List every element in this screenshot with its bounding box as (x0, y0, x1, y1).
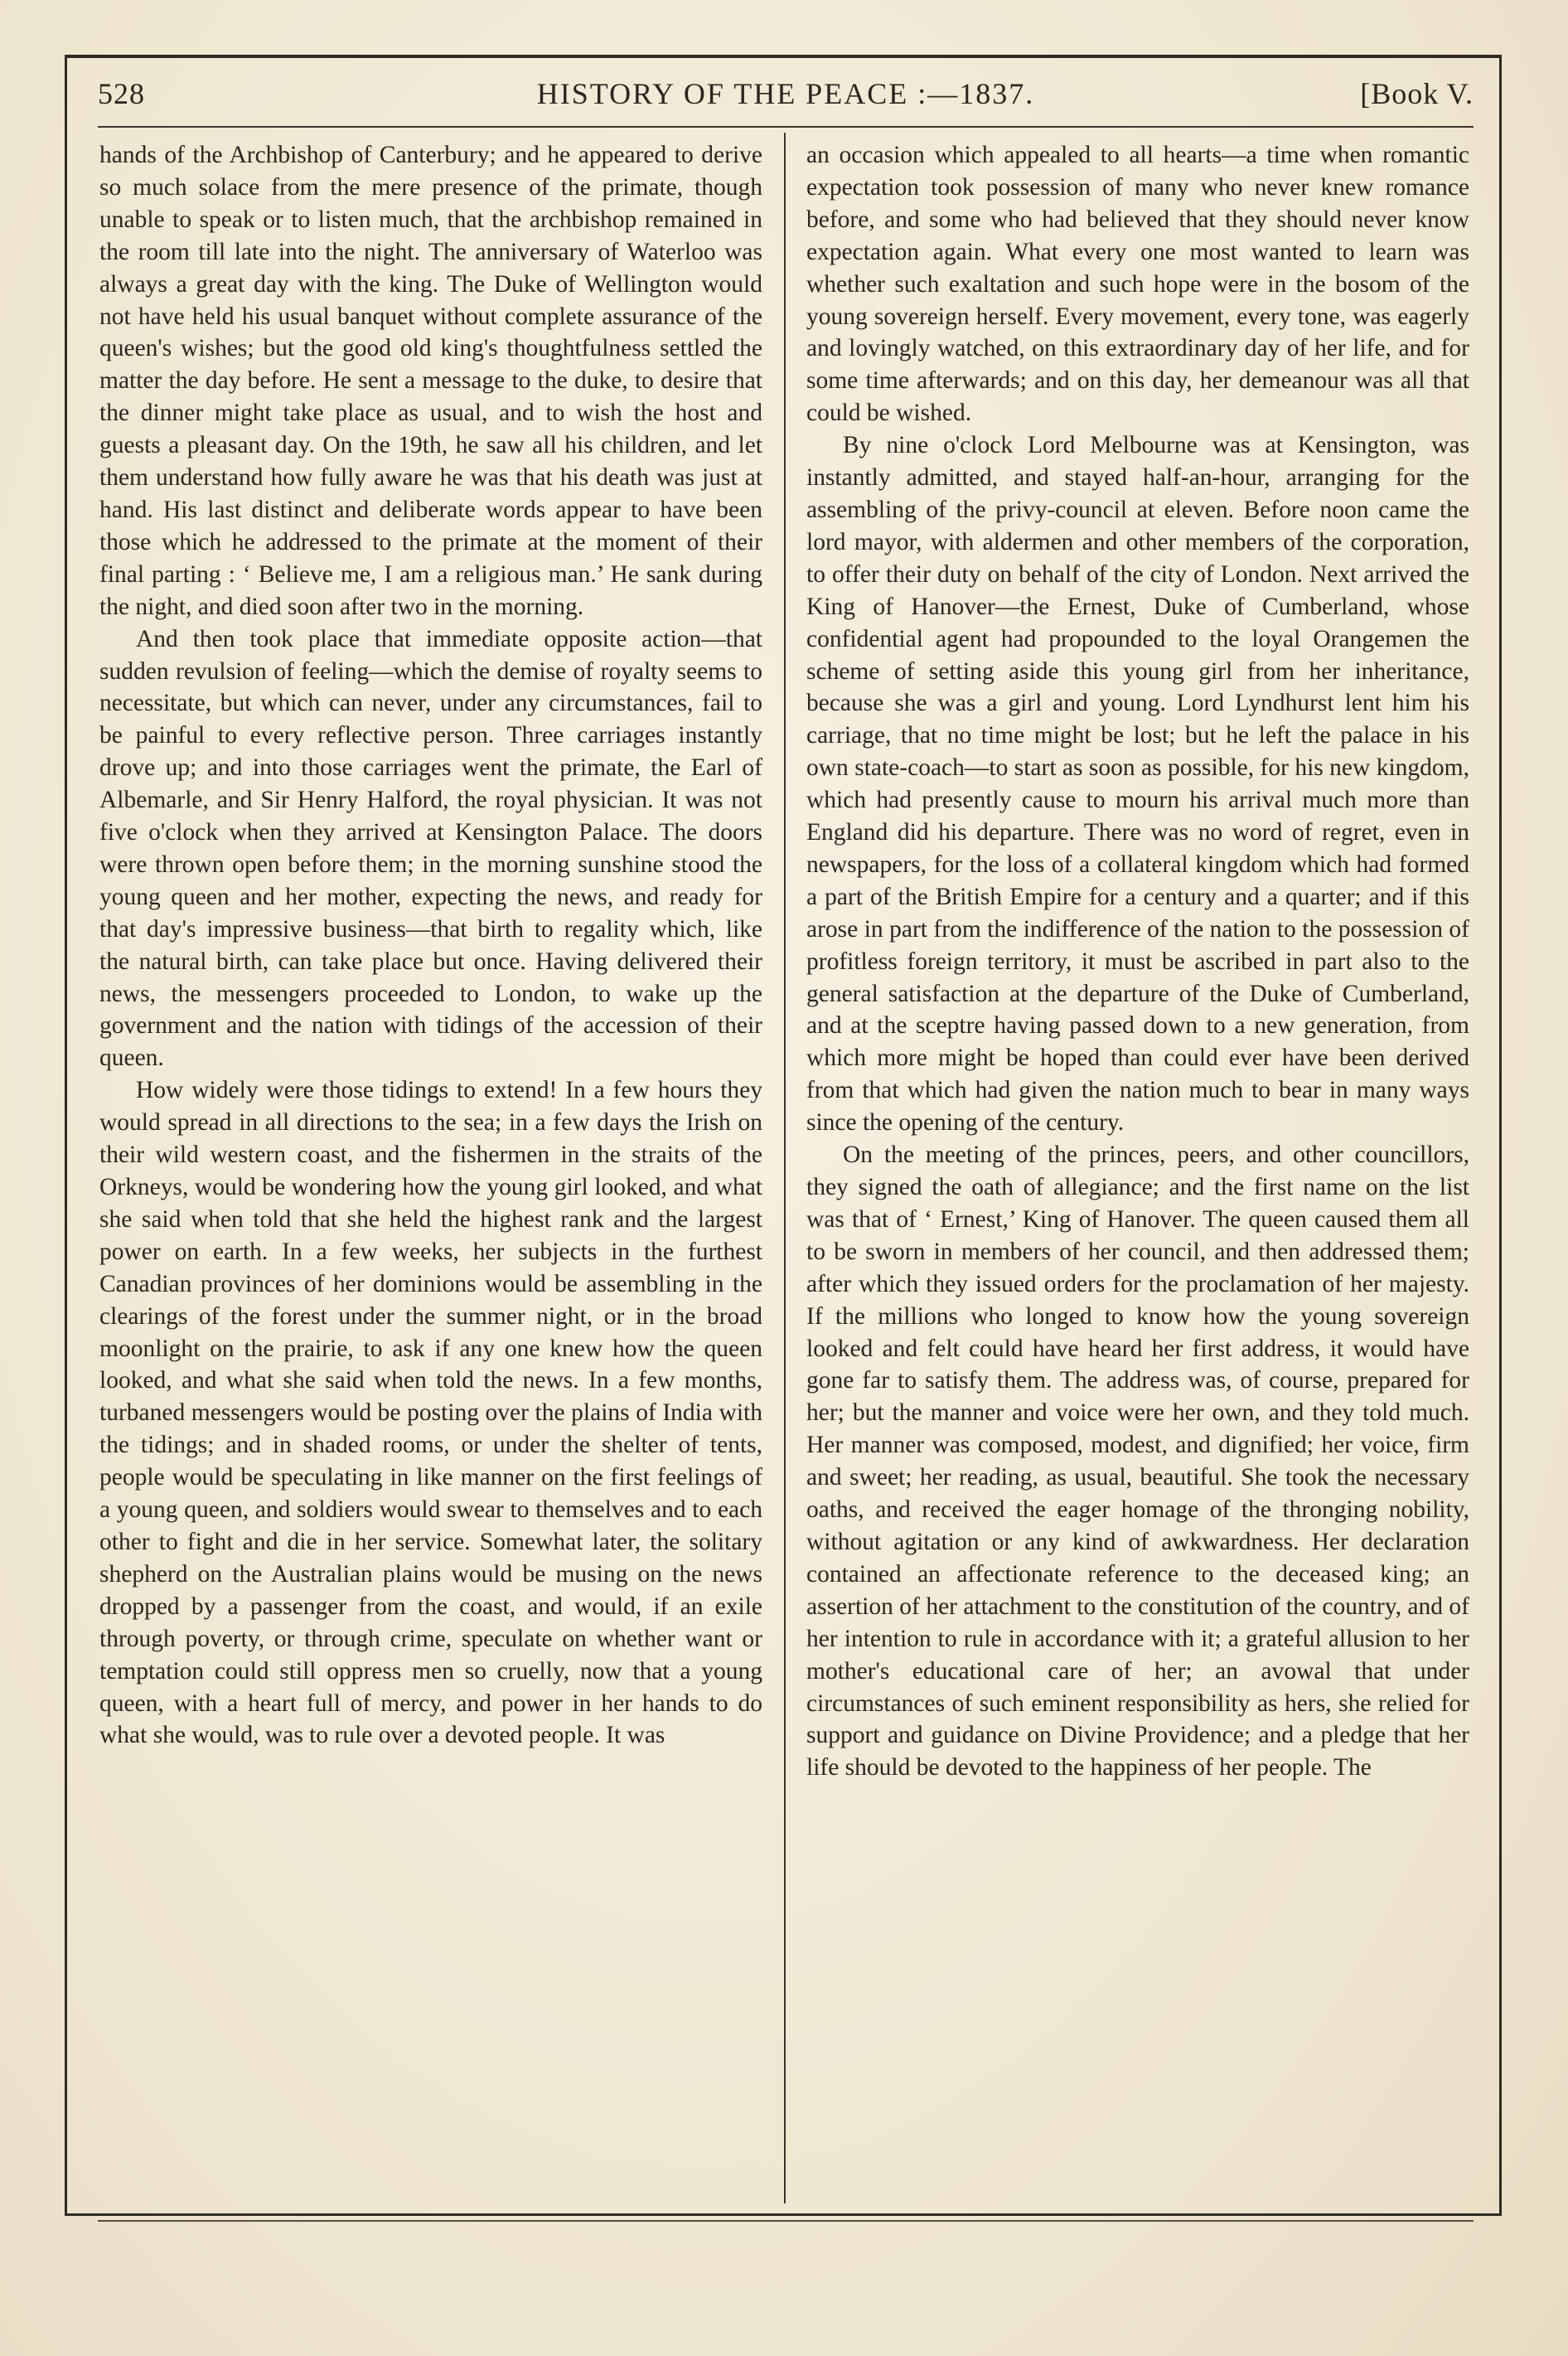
page-border-right (1499, 55, 1502, 2215)
paragraph: By nine o'clock Lord Melbourne was at Kensington, was instantly admitted, and stayed half-an-hour, arranging for the assembling of the privy-council at eleven. Before noon came the lord mayor, with aldermen and other members of the corporation, to offer their duty on behalf of the city of London. Next arrived the King of Hanover—the Ernest, Duke of Cumberland, whose confidential agent had propounded to the loyal Orangemen the scheme of setting aside this young girl from her inheritance, because she was a girl and young. Lord Lyndhurst lent him his carriage, that no time might be lost; but he left the palace in his own state-coach—to start as soon as possible, for his new kingdom, which had presently cause to mourn his arrival much more than England did his departure. There was no word of regret, even in newspapers, for the loss of a collateral kingdom which had formed a part of the British Empire for a century and a quarter; and if this arose in part from the indifference of the nation to the possession of profitless foreign territory, it must be ascribed in part also to the general satisfaction at the departure of the Duke of Cumberland, and at the sceptre having passed down to a new generation, from which more might be hoped than could ever have been derived from that which had given the nation much to bear in many ways since the opening of the century. (806, 432, 1469, 1137)
running-header (98, 76, 1474, 121)
paragraph: And then took place that immediate opposite action—that sudden revulsion of feeling—which the demise of royalty seems to necessitate, but which can never, under any circumstances, fail to be painful to every reflective person. Three carriages instantly drove up; and into those carriages went the primate, the Earl of Albemarle, and Sir Henry Halford, the royal physician. It was not five o'clock when they arrived at Kensington Palace. The doors were thrown open before them; in the morning sunshine stood the young queen and her mother, expecting the news, and ready for that day's impressive business—that birth to regality which, like the natural birth, can take place but once. Having delivered their news, the messengers proceeded to London, to wake up the government and the nation with tidings of the accession of their queen. (99, 625, 762, 1072)
book-label: [Book V. (1360, 77, 1474, 110)
paragraph: an occasion which appealed to all hearts—a time when romantic expectation took possession of many who never knew romance before, and some who had believed that they should never know expectation again. What every one most wanted to learn was whether such exaltation and such hope were in the bosom of the young sovereign herself. Every movement, every tone, was eagerly and lovingly watched, on this extraordinary day of her life, and for some time afterwards; and on this day, her demeanour was all that could be wished. (806, 142, 1469, 427)
column-divider (784, 133, 786, 2203)
page-border-top (65, 55, 1502, 58)
footer-rule (98, 2220, 1474, 2222)
running-title: HISTORY OF THE PEACE :—1837. (536, 77, 1035, 110)
header-rule (98, 126, 1474, 128)
right-column (806, 139, 1469, 2228)
paragraph: On the meeting of the princes, peers, and other councillors, they signed the oath of allegiance; and the first name on the list was that of ‘ Ernest,’ King of Hanover. The queen caused them all to be sworn in members of her council, and then addressed them; after which they issued orders for the proclamation of her majesty. If the millions who longed to know how the young sovereign looked and felt could have heard her first address, it would have gone far to satisfy them. The address was, of course, prepared for her; but the manner and voice were her own, and they told much. Her manner was composed, modest, and dignified; her voice, firm and sweet; her reading, as usual, beautiful. She took the necessary oaths, and received the eager homage of the thronging nobility, without agitation or any kind of awkwardness. Her declaration contained an affectionate reference to the deceased king; an assertion of her attachment to the constitution of the country, and of her intention to rule in accordance with it; a grateful allusion to her mother's educational care of her; an avowal that under circumstances of such eminent responsibility as hers, she relied for support and guidance on Divine Providence; and a pledge that her life should be devoted to the happiness of her people. The (806, 1142, 1469, 1782)
page-number: 528 (98, 77, 145, 110)
page-border-left (65, 55, 67, 2215)
paragraph: hands of the Archbishop of Canterbury; and he appeared to derive so much solace from the mere presence of the primate, though unable to speak or to listen much, that the archbishop remained in the room till late into the night. The anniversary of Waterloo was always a great day with the king. The Duke of Wellington would not have held his usual banquet without complete assurance of the queen's wishes; but the good old king's thoughtfulness settled the matter the day before. He sent a message to the duke, to desire that the dinner might take place as usual, and to wish the host and guests a pleasant day. On the 19th, he saw all his children, and let them understand how fully aware he was that his death was just at hand. His last distinct and deliberate words appear to have been those which he addressed to the primate at the moment of their final parting : ‘ Believe me, I am a religious man.’ He sank during the night, and died soon after two in the morning. (99, 142, 762, 620)
left-column (99, 139, 762, 2228)
paragraph: How widely were those tidings to extend! In a few hours they would spread in all directions to the sea; in a few days the Irish on their wild western coast, and the fishermen in the straits of the Orkneys, would be wondering how the young girl looked, and what she said when told that she held the highest rank and the largest power on earth. In a few weeks, her subjects in the furthest Canadian provinces of her dominions would be assembling in the clearings of the forest under the summer night, or in the broad moonlight on the prairie, to ask if any one knew how the queen looked, and what she said when told the news. In a few months, turbaned messengers would be posting over the plains of India with the tidings; and in shaded rooms, or under the shelter of tents, people would be speculating in like manner on the first feelings of a young queen, and soldiers would swear to themselves and to each other to fight and die in her service. Somewhat later, the solitary shepherd on the Australian plains would be musing on the news dropped by a passenger from the coast, and would, if an exile through poverty, or through crime, speculate on whether want or temptation could still oppress men so cruelly, now that a young queen, with a heart full of mercy, and power in her hands to do what she would, was to rule over a devoted people. It was (99, 1077, 762, 1749)
